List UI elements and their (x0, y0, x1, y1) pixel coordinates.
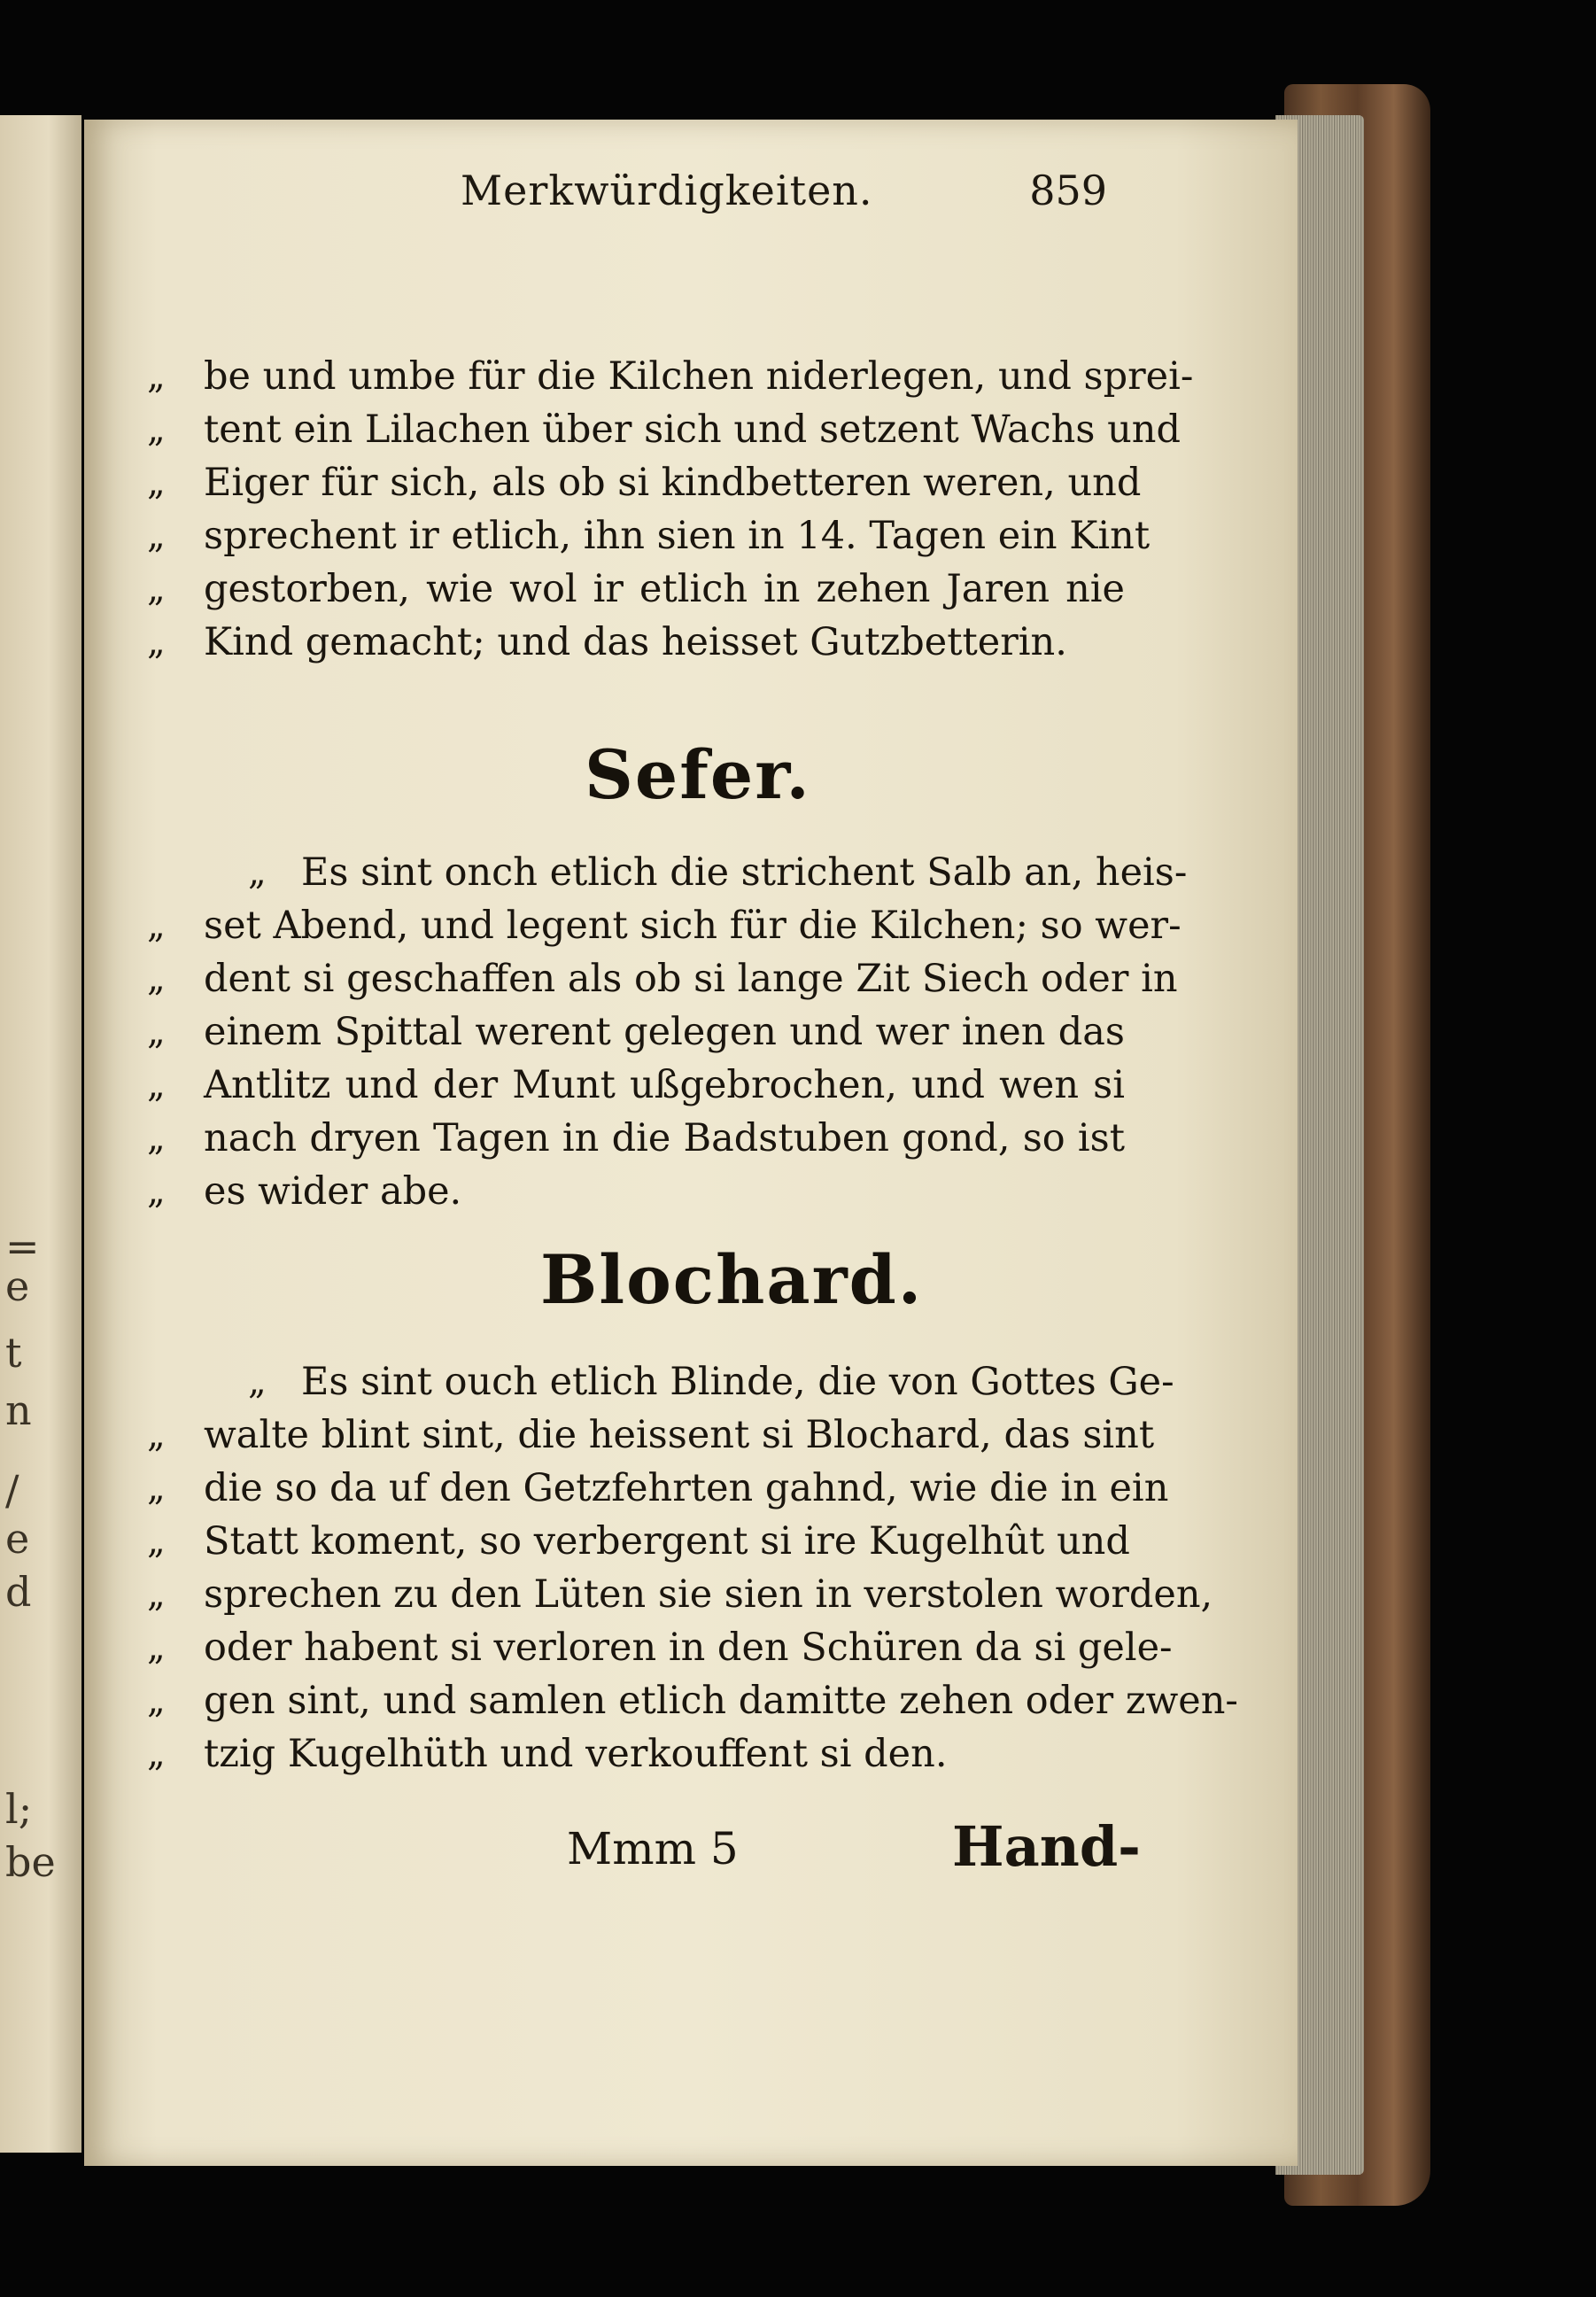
text-line: „ sprechent ir etlich, ihn sien in 14. Tagen ein Kint (204, 509, 1125, 563)
section-heading-blochard: Blochard. (540, 1240, 924, 1319)
left-fragment: be (5, 1838, 56, 1886)
text-line: „ oder habent si verloren in den Schüren da si gele- (204, 1621, 1125, 1674)
paragraph-3 (147, 1355, 1238, 1781)
text-line: „ dent si geschaffen als ob si lange Zit Siech oder in (204, 952, 1125, 1005)
quote-mark: „ (147, 905, 166, 946)
quote-mark: „ (147, 1574, 166, 1615)
paragraph-1 (147, 350, 1194, 669)
quote-mark: „ (147, 1065, 166, 1106)
left-fragment: = (5, 1222, 40, 1270)
text-line: „ tzig Kugelhüth und verkouffent si den. (204, 1727, 1125, 1781)
text-line: „ einem Spittal werent gelegen und wer inen das (204, 1005, 1125, 1059)
text-line: „ Eiger für sich, als ob si kindbetteren weren, und (204, 456, 1125, 509)
text-line: „ gestorben, wie wol ir etlich in zehen Jaren nie (204, 563, 1125, 616)
left-fragment: n (5, 1386, 32, 1434)
quote-mark: „ (147, 1627, 166, 1668)
left-fragment: l; (5, 1785, 33, 1833)
quote-mark: „ (248, 852, 267, 893)
section-heading-sefer: Sefer. (585, 735, 811, 814)
quote-mark: „ (147, 958, 166, 999)
left-fragment: e (5, 1515, 30, 1563)
quote-mark: „ (147, 569, 166, 609)
left-fragment: e (5, 1262, 30, 1310)
text-line: „ walte blint sint, die heissent si Blochard, das sint (204, 1408, 1125, 1462)
quote-mark: „ (147, 356, 166, 397)
left-fragment: / (5, 1466, 19, 1514)
paragraph-2 (147, 846, 1188, 1218)
quote-mark: „ (147, 409, 166, 450)
left-fragment: d (5, 1568, 32, 1616)
signature-mark: Mmm 5 (567, 1823, 739, 1874)
text-line: „ sprechen zu den Lüten sie sien in verstolen worden, (204, 1568, 1125, 1621)
quote-mark: „ (147, 1680, 166, 1721)
quote-mark: „ (147, 1171, 166, 1212)
left-fragment: t (5, 1329, 22, 1377)
quote-mark: „ (147, 1468, 166, 1509)
page-number: 859 (1029, 167, 1107, 214)
left-page (0, 115, 81, 2153)
text-line: „ die so da uf den Getzfehrten gahnd, wie die in ein (204, 1462, 1125, 1515)
quote-mark: „ (147, 1521, 166, 1562)
quote-mark: „ (147, 1415, 166, 1455)
text-line: „ nach dryen Tagen in die Badstuben gond, so ist (204, 1112, 1125, 1165)
text-line: „ be und umbe für die Kilchen niderlegen, und sprei- (204, 350, 1125, 403)
page-header (461, 167, 1107, 220)
quote-mark: „ (147, 516, 166, 556)
text-line: „ Kind gemacht; und das heisset Gutzbetterin. (204, 616, 1125, 669)
text-line: „ gen sint, und samlen etlich damitte zehen oder zwen- (204, 1674, 1125, 1727)
catchword: Hand- (952, 1814, 1141, 1879)
quote-mark: „ (147, 1734, 166, 1774)
text-line: „ Es sint onch etlich die strichent Salb an, heis- (204, 846, 1125, 899)
quote-mark: „ (147, 462, 166, 503)
text-line: „ es wider abe. (204, 1165, 1125, 1218)
text-line: „ Es sint ouch etlich Blinde, die von Gottes Ge- (204, 1355, 1125, 1408)
left-page-fragments (0, 115, 81, 2153)
text-line: „ Statt koment, so verbergent si ire Kugelhût und (204, 1515, 1125, 1568)
quote-mark: „ (147, 1118, 166, 1159)
running-title: Merkwürdigkeiten. (461, 167, 873, 214)
text-line: „ Antlitz und der Munt ußgebrochen, und wen si (204, 1059, 1125, 1112)
text-line: „ tent ein Lilachen über sich und setzent Wachs und (204, 403, 1125, 456)
quote-mark: „ (248, 1362, 267, 1402)
text-line: „ set Abend, und legent sich für die Kilchen; so wer- (204, 899, 1125, 952)
quote-mark: „ (147, 1012, 166, 1052)
quote-mark: „ (147, 622, 166, 663)
